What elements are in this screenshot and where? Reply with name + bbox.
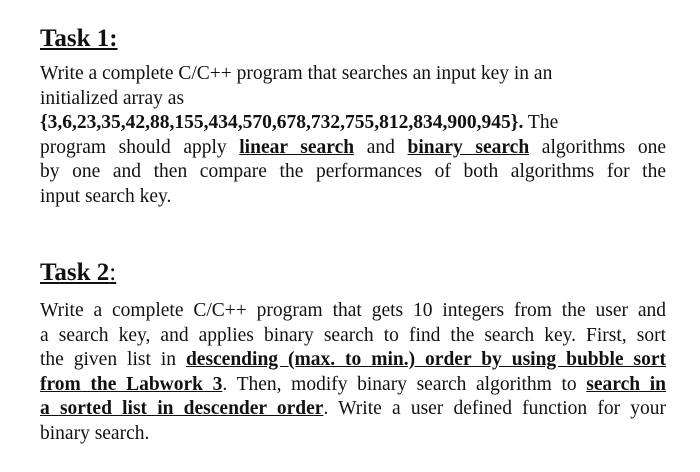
task1-word-as: as	[167, 87, 185, 109]
task1-line-1-text: Write a complete C/C++ program that searches an input key in an	[40, 63, 553, 84]
task2-line-1	[40, 299, 666, 324]
binary-search-term: binary search	[407, 136, 530, 158]
task1-line-4-text-b: and	[354, 136, 408, 158]
task1-heading	[40, 24, 118, 54]
descending-order-phrase: descending (max. to min.) order by using bubble sort	[185, 349, 667, 371]
linear-search-term: linear search	[239, 136, 355, 158]
task2-title: Task 2	[40, 259, 110, 286]
task2-line-3-text: the given list in	[40, 349, 186, 371]
task1-line-4-text-a: program should apply	[40, 136, 240, 158]
task1-word-array: array	[122, 87, 163, 109]
task1-line-4	[40, 136, 666, 161]
task1-line-4-text-c: algorithms one	[529, 136, 666, 158]
task2-line-6	[40, 422, 666, 447]
task1-title: Task 1:	[40, 25, 118, 52]
task1-array-values: {3,6,23,35,42,88,155,434,570,678,732,755,812,834,900,945}.	[40, 112, 524, 134]
task1-word-the: The	[527, 112, 559, 134]
search-in-phrase: search in	[586, 373, 666, 395]
task2-line-2-text: a search key, and applies binary search to find the search key. First, sort	[40, 324, 666, 346]
sorted-list-phrase: a sorted list in descender order	[40, 398, 324, 420]
task2-heading	[40, 258, 116, 288]
task1-line-6-text: input search key.	[40, 185, 172, 207]
task1-line-1	[40, 62, 666, 87]
task1-line-2	[40, 87, 666, 112]
labwork-reference: from the Labwork 3	[40, 373, 223, 395]
task2-line-3	[40, 348, 666, 373]
task1-word-initialized: initialized	[40, 87, 118, 109]
task2-line-4-text: . Then, modify binary search algorithm to	[222, 373, 587, 395]
task1-line-3	[40, 111, 666, 136]
task1-line-6	[40, 185, 666, 210]
task2-paragraph	[40, 299, 666, 447]
task2-line-4	[40, 373, 666, 398]
task1-line-5	[40, 160, 666, 185]
task1-paragraph	[40, 62, 666, 210]
task2-title-colon: :	[109, 259, 117, 286]
task2-line-1-text: Write a complete C/C++ program that gets 10 integers from the user and	[40, 300, 666, 321]
task2-line-6-text: binary search.	[40, 422, 150, 444]
task2-line-2	[40, 324, 666, 349]
task2-line-5	[40, 397, 666, 422]
task2-line-5-text: . Write a user defined function for your	[323, 398, 666, 420]
task1-line-5-text: by one and then compare the performances of both algorithms for the	[40, 161, 666, 183]
